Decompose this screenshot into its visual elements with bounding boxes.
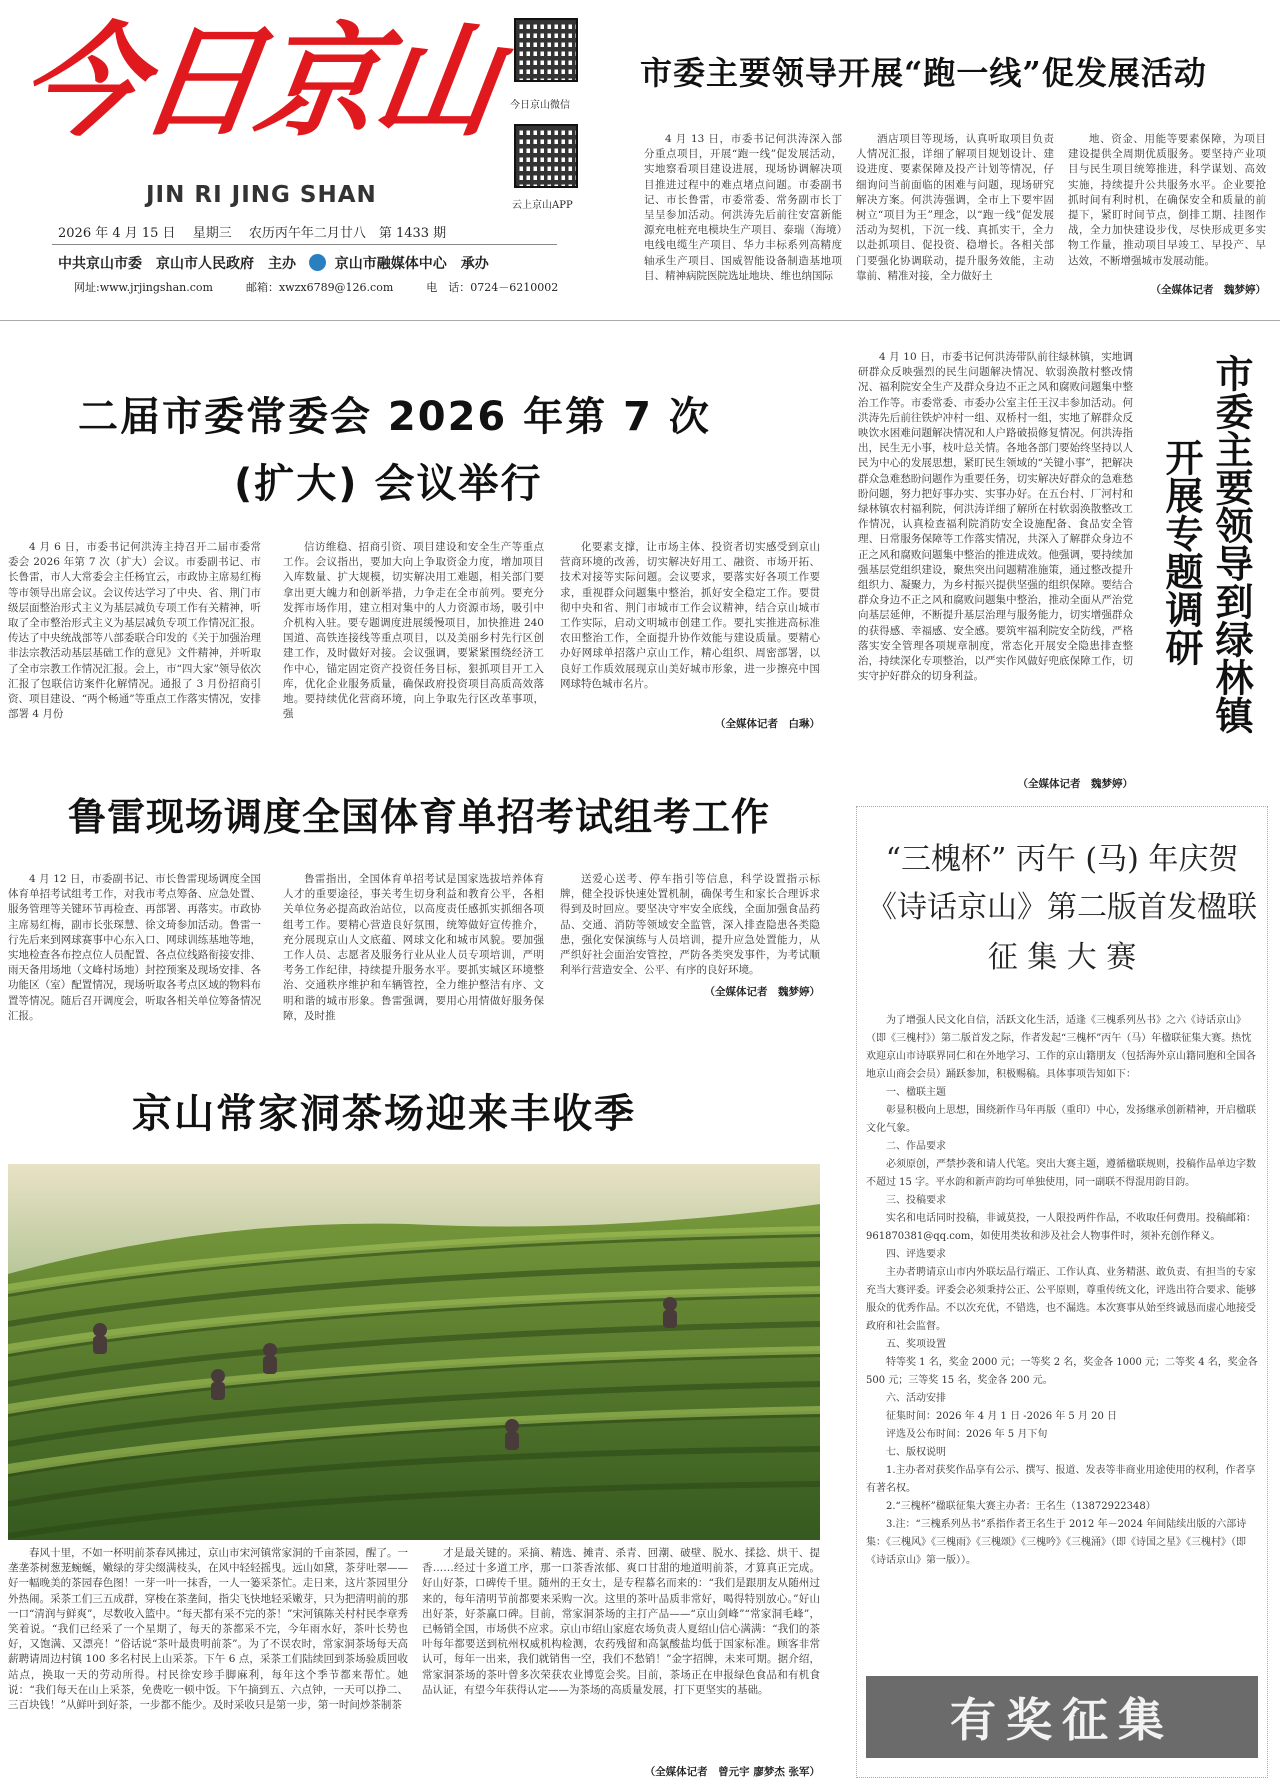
article5-title: 京山常家洞茶场迎来丰收季 — [132, 1090, 636, 1137]
masthead-logo — [11, 6, 505, 166]
article2-col1: 4 月 6 日，市委书记何洪涛主持召开二届市委常委会 2026 年第 7 次（扩大）会议。市委副书记、市长鲁雷，市人大常委会主任杨宜云，市政协主席易红梅等市领导出席会议。会议传达学习了中央、省、荆门市级层面整治形式主义为基层减负专项工作有关精神，听取了全市整治形式主义为基层减负专项工作情况汇报。传达了中央统战部等八部委联合印发的《关于加强治理非法宗教活动基层基础工作的意见》文件精神，并听取了全市宗教工作情况汇报。会上，市“四大家”领导依次汇报了包联信访案件化解情况。通报了 3 月份招商引资、项目建设、“两个畅通”等重点工作落实情况，安排部署 4 月份 — [8, 541, 261, 721]
article4-title-line2: 开展专题调研 — [1159, 438, 1204, 666]
article2-title-line1: 二届市委常委会 2026 年第 7 次 — [78, 394, 711, 440]
contest-s4-title: 四、评选要求 — [886, 1249, 946, 1260]
contest-s6-text1: 征集时间：2026 年 4 月 1 日 -2026 年 5 月 20 日 — [886, 1411, 1118, 1422]
date-line: 2026 年 4 月 15 日 星期三 农历丙午年二月廿八 第 1433 期 — [58, 226, 447, 241]
qr-label-app: 云上京山APP — [512, 200, 573, 211]
masthead-pinyin: JIN RI JING SHAN — [146, 182, 377, 208]
contest-s4-text: 主办者聘请京山市内外联坛品行端正、工作认真、业务精湛、敢负责、有担当的专家充当大赛评委。评委会必须秉持公正、公平原则，尊重传统文化，评选出符合要求、能够服众的优秀作品。不以次充优，不错选，也不漏选。本次赛事从始至终诚恳而虚心地接受政府和社会监督。 — [866, 1267, 1256, 1332]
masthead-divider — [52, 244, 557, 245]
sponsors-line — [58, 253, 489, 273]
contest-s1-title: 一、楹联主题 — [886, 1087, 946, 1098]
contest-s3-title: 三、投稿要求 — [886, 1195, 946, 1206]
contest-s5-text: 特等奖 1 名，奖金 2000 元；一等奖 2 名，奖金各 1000 元；二等奖 4 名，奖金各 500 元；三等奖 15 名，奖金各 200 元。 — [866, 1357, 1258, 1386]
article1-col3: 地、资金、用能等要素保障，为项目建设提供全周期优质服务。要坚持产业项目与民生项目统筹推进，科学谋划、高效实施，持续提升公共服务水平。企业要抢抓时间有利时机，在确保安全和质量的前提下，紧盯时间节点，倒排工期、挂图作战，全力加快建设步伐，尽快形成更多实物工作量，推动项目早竣工、早投产、早达效，不断增强城市发展动能。 — [1068, 133, 1266, 267]
media-logo-icon — [309, 254, 326, 271]
contest-s7-text1: 1.主办者对获奖作品享有公示、撰写、报道、发表等非商业用途使用的权利，作者享有著名权。 — [866, 1465, 1256, 1494]
article2-byline: （全媒体记者 白琳） — [715, 718, 820, 730]
article2-col2: 信访维稳、招商引资、项目建设和安全生产等重点工作。会议指出，要加大向上争取资金力度，增加项目入库数量、扩大规模，切实解决用工难题，相关部门要拿出更大魄力和创新举措，力争走在全市前列。要充分发挥市场作用，建立相对集中的人力资源市场，吸引中介机构入驻。要专题调度进展缓慢项目，加快推进 240 国道、高铁连接线等重点项目，以及美丽乡村先行区创建工作，及时做好对接。会议强调，要紧紧围绕经济工作中心，锚定固定资产投资任务目标，狠抓项目开工入库，优化企业服务质量，确保政府投资项目高质高效落地。要持续优化营商环境，向上争取先行区改革事项，强 — [283, 541, 544, 721]
prize-banner-text: 有奖征集 — [950, 1693, 1174, 1747]
article5-col1: 春风十里，不如一杯明前茶春风拂过，京山市宋河镇常家洞的千亩茶园，醒了。一垄垄茶树葱茏蜿蜒，嫩绿的芽尖缀满枝头，在风中轻轻摇曳。远山如黛，茶芽吐翠——好一幅晚美的茶园春色图！一芽一叶一抹香，一人一篓采茶忙。走日来，这片茶园里分外热闹。采茶工们三五成群，穿梭在茶垄间，指尖飞快地轻采嫩芽，只为把清明前的那一口“清润与鲜爽”，尽数收入篮中。“每天都有采不完的茶！”宋河镇陈关村村民李章秀笑着说。“我们已经采了一个星期了，每天的茶都采不完，今年雨水好，茶叶长势也好，又饱满、又漂亮！”俗话说“茶叶最贵明前茶”。为了不误农时，常家洞茶场每天高薪聘请周边村镇 100 多名村民上山采茶。下午 6 点，采茶工们陆续回到茶场验质回收站点，换取一天的劳动所得。村民徐安珍手脚麻利，每年这个季节都来帮忙。她说：“我们每天在山上采茶，免费吃一顿中饭。下午摘到五、六点钟，一天可以挣二、三百块钱！”从鲜叶到好茶，一步都不能少。及时采收只是第一步，第一时间炒茶制茶 — [8, 1547, 408, 1712]
contest-s7-text2: 2.“三槐杯”楹联征集大赛主办者：王名生（13872922348） — [886, 1501, 1156, 1512]
logo-text: 今日京山 — [11, 9, 505, 153]
article6-title-line3: 征 集 大 赛 — [987, 940, 1137, 975]
article6-title-line2: 《诗话京山》第二版首发楹联 — [867, 890, 1257, 925]
contest-s2-title: 二、作品要求 — [886, 1141, 946, 1152]
contest-s2-text: 必须原创，严禁抄袭和请人代笔。突出大赛主题，遵循楹联规则，投稿作品单边字数不超过 15 字。平水韵和新声韵均可单独使用，同一副联不得混用韵目韵。 — [866, 1159, 1256, 1188]
contest-s5-title: 五、奖项设置 — [886, 1339, 946, 1350]
prize-banner — [866, 1676, 1258, 1758]
article3-byline: （全媒体记者 魏梦婷） — [704, 986, 820, 998]
qr-code-wechat[interactable] — [514, 18, 578, 82]
contest-s6-text2: 评选及公布时间：2026 年 5 月下旬 — [886, 1429, 1048, 1440]
tea-photo-illustration — [8, 1164, 820, 1540]
article3-col1: 4 月 12 日，市委副书记、市长鲁雷现场调度全国体育单招考试组考工作，对我市考点筹备、应急处置、服务管理等关键环节再检查、再部署、再落实。市政协主席易红梅，副市长张琛慧、徐文琦参加活动。鲁雷一行先后来到网球赛事中心东入口、网球训练基地等地，实地检查各布控点位人员配置、各点位线路衔接安排、雨天备用场地（文峰村场地）封控预案及现场安排、各功能区（室）配置情况，现场听取各考点区域的物料布置等情况。随后召开调度会，听取各相关单位筹备情况汇报。 — [8, 873, 261, 1022]
article6-title-line1: “三槐杯” 丙午 (马) 年庆贺 — [885, 842, 1239, 877]
article2-col3: 化要素支撑，让市场主体、投资者切实感受到京山营商环境的改善，切实解决好用工、融资、市场开拓、技术对接等实际问题。会议要求，要落实好各项工作要求，重视群众问题集中整治，抓好安全稳定工作。要贯彻中央和省、荆门市城市工作会议精神，结合京山城市工作实际，启动文明城市创建工作。要扎实推进高标准农田整治工作，全面提升协作效能与建设质量。要精心办好网球单招落户京山工作，精心组织、周密部署，以良好工作质效展现京山美好城市形象，进一步擦亮中国网球特色城市名片。 — [560, 541, 820, 690]
article3-col2: 鲁雷指出，全国体育单招考试是国家选拔培养体育人才的重要途径，事关考生切身利益和教育公平，各相关单位务必提高政治站位，以高度责任感抓实抓细各项组考工作。要精心营造良好氛围，统筹做好宣传推介，充分展现京山人文底蕴、网球文化和城市风貌。要加强工作人员、志愿者及服务行业从业人员专项培训，严明考务工作纪律，持续提升服务水平。要抓实城区环境整治、交通秩序维护和车辆管控，全力维护整洁有序、文明和谐的城市形象。鲁雷强调，要用心用情做好服务保障，及时推 — [283, 873, 544, 1022]
article1-title: 市委主要领导开展“跑一线”促发展活动 — [640, 54, 1207, 92]
operator: 京山市融媒体中心 承办 — [334, 256, 489, 272]
article1-col2: 酒店项目等现场，认真听取项目负责人情况汇报，详细了解项目规划设计、建设进度、要素保障及投产计划等情况，仔细询问当前面临的困难与问题，现场研究解决方案。何洪涛强调，全市上下要牢固树立“项目为王”理念，以“跑一线”促发展活动为契机，下沉一线、真抓实干，全力以赴抓项目、促投资、稳增长。各相关部门要强化协调联动，提升服务效能，主动靠前、精准对接，全力做好土 — [856, 133, 1054, 282]
article3-col3: 送爱心送考、停车指引等信息，科学设置指示标牌，健全投诉快速处置机制，确保考生和家长合理诉求得到及时回应。要坚决守牢安全底线，全面加强食品药品、交通、消防等领域安全监管，深入排查隐患各类隐患，强化安保演练与人员培训，提升应急处置能力，从严织好社会面治安管控，严防各类突发事件，为考试顺利举行营造安全、公平、有序的良好环境。 — [560, 873, 820, 977]
article5-col2: 才是最关键的。采摘、精选、摊青、杀青、回潮、破壁、脱水、揉捻、烘干、提香……经过十多道工序，那一口茶香浓郁、爽口甘甜的地道明前茶，才算真正完成。好山好茶，口碑传千里。随州的王女士，是专程慕名而来的：“我们是跟朋友从随州过来的，每年清明节前都要来采购一次。这里的茶叶品质非常好，喝得特别放心。”好山出好茶，好茶赢口碑。目前，常家洞茶场的主打产品——“京山剑峰”“常家洞毛峰”，已畅销全国，市场供不应求。京山市绍山家庭农场负责人夏绍山信心满满：“我们的茶叶每年都要送到杭州权威机构检测，农药残留和高氯酸盐均低于国家标准。顾客非常认可，每年一出来，我们就销售一空，我们不愁销！”金字招牌，未来可期。据介绍，常家洞茶场的茶叶曾多次荣获农业博览会奖。目前，茶场正在申报绿色食品和有机食品认证，有望今年获得认定——为茶场的高质量发展，打下更坚实的基础。 — [422, 1547, 820, 1696]
qr-label-wechat: 今日京山微信 — [510, 100, 570, 111]
top-section-divider — [0, 320, 1280, 321]
contest-s1-text: 彰显积极向上思想，围绕新作马年再版（重印）中心，发扬继承创新精神，开启楹联文化气象。 — [866, 1105, 1256, 1134]
contest-s7-text3: 3.注：“三槐系列丛书”系指作者王名生于 2012 年－2024 年间陆续出版的六部诗集：《三槐风》《三槐雨》《三槐颂》《三槐吟》《三槐涌》（即《诗国之星》《三槐村》（即《诗话京山》第一版））。 — [866, 1519, 1247, 1566]
article1-byline: （全媒体记者 魏梦婷） — [1150, 284, 1266, 296]
contest-s6-title: 六、活动安排 — [886, 1393, 946, 1404]
contest-body — [866, 1012, 1258, 1652]
contest-s3-text: 实名和电话同时投稿，非诚莫投，一人限投两件作品，不收取任何费用。投稿邮箱：961870381@qq.com，如使用类妆和涉及社会人物事件时，须补充创作释义。 — [866, 1213, 1256, 1242]
article4-title-line1: 市委主要领导到绿林镇 — [1209, 354, 1254, 734]
article4-body: 4 月 10 日，市委书记何洪涛带队前往绿林镇，实地调研群众反映强烈的民生问题解决情况、软弱涣散村整改情况、福利院安全生产及群众身边不正之风和腐败问题集中整治工作等。市委常委、市委办公室主任王汉丰参加活动。何洪涛先后前往铁炉冲村一组、双桥村一组，实地了解群众反映饮水困难问题解决情况和人户路破损修复情况。何洪涛指出，民生无小事，枝叶总关情。各地各部门要始终坚持以人民为中心的发展思想，紧盯民生领域的“关键小事”，把解决群众急难愁盼问题作为重要任务，切实解决好群众的急难愁盼问题，努力把好事办实、实事办好。在五台村、厂河村和绿林镇农村福利院，何洪涛详细了解所在村软弱涣散整改工作情况，认真检查福利院消防安全设施配备、食品安全管理、日常服务保障等工作落实情况，共深入了解群众身边不正之风和腐败问题集中整治的推进成效。他强调，要持续加强基层党组织建设，聚焦突出问题精准施策，通过整改提升组织力、凝聚力，为乡村振兴提供坚强的组织保障。要结合群众身边不正之风和腐败问题集中整治，推动全面从严治党向基层延伸，不断提升基层治理与服务能力，切实增强群众的获得感、幸福感、安全感。要筑牢福利院安全防线，严格落实安全管理各项规章制度，常态化开展安全隐患排查整治，持续深化专项整治，以严实作风做好兜底保障工作，切实守护好群众的切身利益。 — [858, 351, 1133, 683]
article4-byline: （全媒体记者 魏梦婷） — [1017, 778, 1133, 790]
contest-s7-title: 七、版权说明 — [886, 1447, 946, 1458]
contact-line: 网址:www.jrjingshan.com 邮箱：xwzx6789@126.com 电 话：0724－6210002 — [74, 281, 559, 294]
article5-byline: （全媒体记者 曾元宇 廖梦杰 张军） — [644, 1766, 820, 1778]
article1-col1: 4 月 13 日，市委书记何洪涛深入部分重点项目，开展“跑一线”促发展活动，实地察看项目建设进展，现场协调解决项目推进过程中的难点堵点问题。市委副书记、市长鲁雷，市委常委、常务副市长丁呈呈参加活动。何洪涛先后前往安富新能源充电桩充电模块生产项目、泰瑞（海境）电线电缆生产项目、华力丰标系列高精度轴承生产项目、国威智能设备制造基地项目、精神病院医院选址地块、维也纳国际 — [644, 133, 842, 282]
article3-title: 鲁雷现场调度全国体育单招考试组考工作 — [68, 794, 771, 839]
qr-code-app[interactable] — [514, 124, 578, 188]
article2-title-line2: (扩大) 会议举行 — [234, 461, 543, 507]
tea-plantation-photo — [8, 1164, 820, 1540]
sponsors: 中共京山市委 京山市人民政府 主办 — [58, 256, 296, 272]
contest-intro: 为了增强人民文化自信，活跃文化生活，适逢《三槐系列丛书》之六《诗话京山》（即《三槐村》）第二版首发之际，作者发起“三槐杯”丙午（马）年楹联征集大赛。热忱欢迎京山市诗联界同仁和在外地学习、工作的京山籍朋友（包括海外京山籍同胞和全国各地京山商会会员）踊跃参加，积极赐稿。具体事项告知如下： — [866, 1015, 1256, 1080]
